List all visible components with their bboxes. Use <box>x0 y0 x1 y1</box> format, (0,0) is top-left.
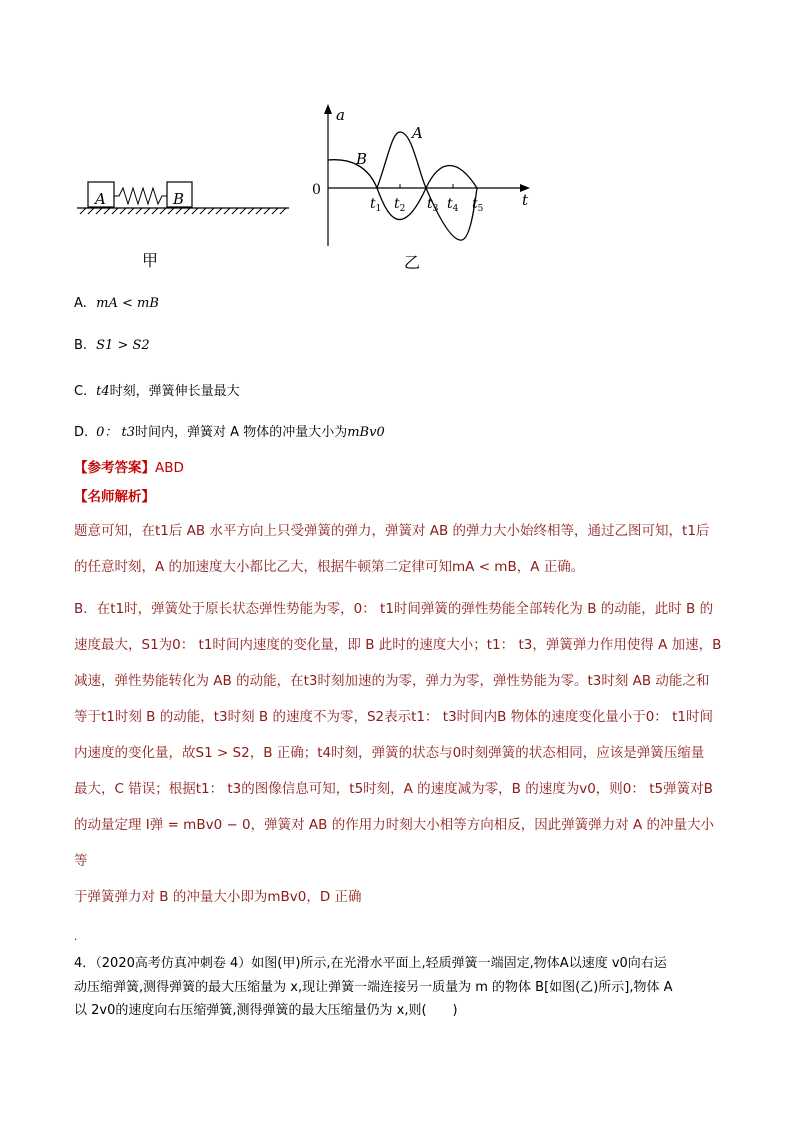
y-axis-arrow <box>324 104 332 114</box>
option-d-pre: 0： t3 <box>96 425 136 440</box>
analysis-line-4: 速度最大，S1为0： t1时间内速度的变化量，即 B 此时的速度大小；t1： t3，弹簧弹力作用使得 A 加速，B <box>74 637 722 653</box>
caption-yi: 乙 <box>404 253 421 272</box>
analysis-line-5: 减速，弹性势能转化为 AB 的动能，在t3时刻加速的为零，弹力为零，弹性势能为零。t3时刻 AB 动能之和 <box>74 673 710 689</box>
figure-yi-acceleration-graph <box>300 100 540 280</box>
caption-jia: 甲 <box>142 251 159 270</box>
analysis-line-3: B．在t1时，弹簧处于原长状态弹性势能为零，0： t1时间弹簧的弹性势能全部转化为 B 的动能，此时 B 的 <box>74 601 714 617</box>
option-c-pre: t4 <box>96 384 110 399</box>
analysis-line-6: 等于t1时刻 B 的动能，t3时刻 B 的速度不为零，S2表示t1： t3时间内B 物体的速度变化量小于0： t1时间 <box>74 709 713 725</box>
question-4-line-3: 以 2v0的速度向右压缩弹簧,测得弹簧的最大压缩量仍为 x,则( ) <box>74 1003 458 1018</box>
analysis-line-1: 题意可知，在t1后 AB 水平方向上只受弹簧的弹力，弹簧对 AB 的弹力大小始终相等，通过乙图可知，t1后 <box>74 523 710 539</box>
option-d-text: 时间内，弹簧对 A 物体的冲量大小为 <box>135 425 348 440</box>
analysis-line-8: 最大，C 错误；根据t1： t3的图像信息可知，t5时刻，A 的速度减为零，B 的速度为v0，则0： t5弹簧对B <box>74 781 713 797</box>
tick-t3: $t_3$ <box>427 196 439 214</box>
analysis-line-2: 的任意时刻，A 的加速度大小都比乙大，根据牛顿第二定律可知mA < mB，A 正确。 <box>74 559 585 575</box>
analysis-line-10: 于弹簧弹力对 B 的冲量大小即为mBv0，D 正确 <box>74 889 362 905</box>
option-c <box>74 380 240 399</box>
origin-label: 0 <box>312 182 321 198</box>
option-d <box>74 421 385 440</box>
option-a-text: mA < mB <box>96 296 159 311</box>
question-4-line-1: 4．（2020高考仿真冲刺卷 4）如图(甲)所示,在光滑水平面上,轻质弹簧一端固定,物体A以速度 v0向右运 <box>74 956 667 971</box>
x-axis-label: t <box>522 191 529 209</box>
tick-t5: $t_5$ <box>472 196 484 214</box>
figure-jia-spring-blocks <box>72 176 292 276</box>
question-4-line-2: 动压缩弹簧,测得弹簧的最大压缩量为 x,现让弹簧一端连接另一质量为 m 的物体 B[如图(乙)所示],物体 A <box>74 979 673 995</box>
option-b <box>74 338 150 353</box>
option-b-label: B. <box>74 338 88 353</box>
analysis-line-9: 的动量定理 I弹 = mBv0 − 0，弹簧对 AB 的作用力时刻大小相等方向相反，因此弹簧弹力对 A 的冲量大小等 <box>74 817 715 869</box>
ground-hatching <box>80 208 286 214</box>
analysis-body <box>74 513 722 915</box>
curve-b-label: B <box>356 150 368 168</box>
block-b-label: B <box>173 190 185 208</box>
block-a-label: A <box>95 190 106 208</box>
option-c-text: 时刻，弹簧伸长量最大 <box>109 384 240 399</box>
tick-t1: $t_1$ <box>370 196 382 214</box>
tick-t2: $t_2$ <box>394 196 406 214</box>
spring <box>114 188 167 204</box>
option-a <box>74 296 159 311</box>
option-b-text: S1 > S2 <box>96 338 150 353</box>
question-4 <box>74 952 722 1023</box>
option-d-label: D. <box>74 425 89 440</box>
option-a-label: A. <box>74 296 87 311</box>
option-c-label: C. <box>74 384 88 399</box>
analysis-line-7: 内速度的变化量，故S1 > S2，B 正确；t4时刻，弹簧的状态与0时刻弹簧的状态相同，应该是弹簧压缩量 <box>74 745 705 761</box>
y-axis-label: a <box>336 106 345 124</box>
stray-dot: . <box>74 932 78 943</box>
answer-line <box>74 456 184 476</box>
answer-value: ABD <box>155 460 184 476</box>
tick-t4: $t_4$ <box>447 196 459 214</box>
curve-a-label: A <box>412 124 423 142</box>
answer-heading: 【参考答案】 <box>74 460 155 476</box>
option-d-post: mBv0 <box>347 425 385 440</box>
analysis-heading: 【名师解析】 <box>74 489 155 505</box>
